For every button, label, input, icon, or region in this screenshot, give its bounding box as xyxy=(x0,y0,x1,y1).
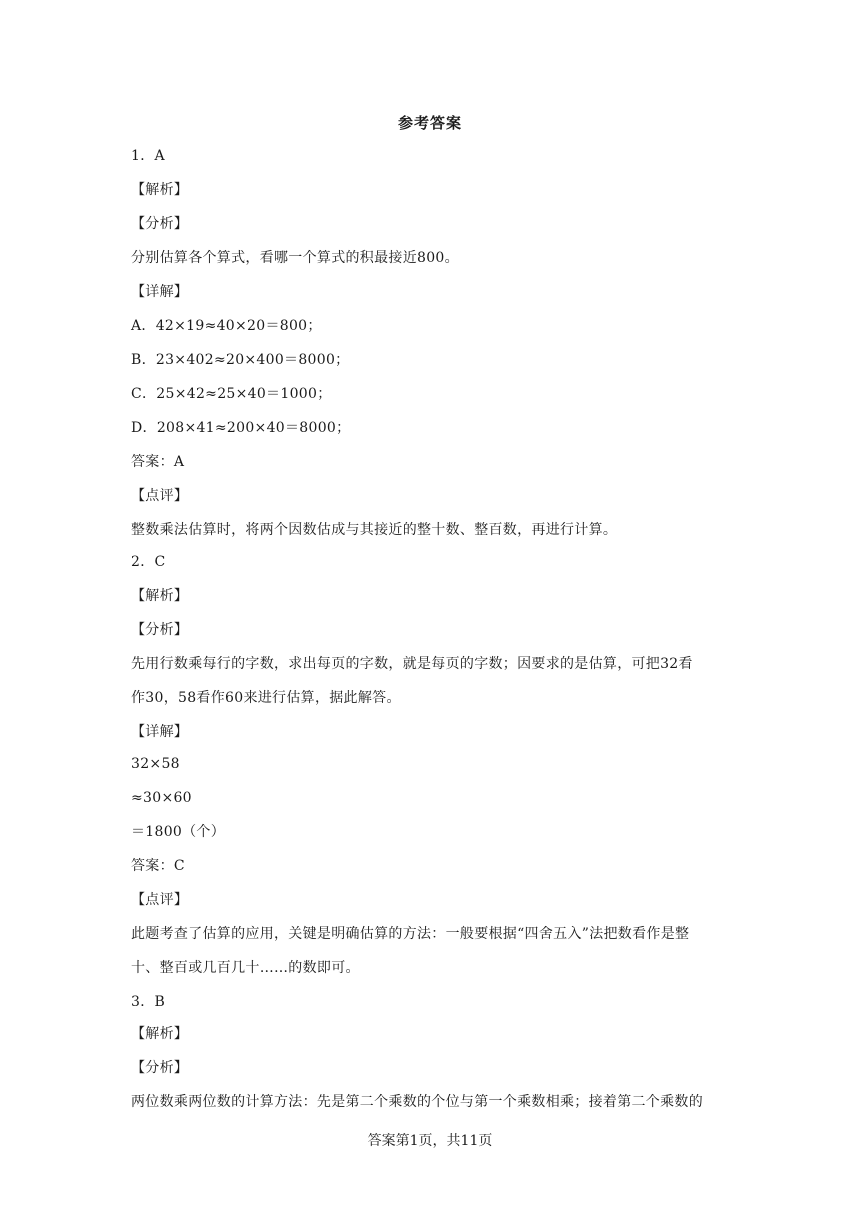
text-line-27: 【解析】 xyxy=(131,1026,189,1042)
text-line-22: 答案：C xyxy=(131,858,185,874)
page-title: 参考答案 xyxy=(397,114,462,132)
text-line-4: 分别估算各个算式，看哪一个算式的积最接近800。 xyxy=(131,250,459,266)
text-line-2: 【解析】 xyxy=(131,182,189,198)
text-line-24: 此题考查了估算的应用，关键是明确估算的方法：一般要根据“四舍五入”法把数看作是整 xyxy=(131,926,690,942)
text-line-20: ≈30×60 xyxy=(131,790,192,806)
text-line-13: 2．C xyxy=(131,554,166,570)
text-line-14: 【解析】 xyxy=(131,588,189,604)
text-line-5: 【详解】 xyxy=(131,284,189,300)
text-line-12: 整数乘法估算时，将两个因数估成与其接近的整十数、整百数，再进行计算。 xyxy=(131,522,618,538)
text-line-9: D．208×41≈200×40＝8000； xyxy=(131,420,351,436)
text-line-17: 作30，58看作60来进行估算，据此解答。 xyxy=(131,690,401,706)
text-line-16: 先用行数乘每行的字数，求出每页的字数，就是每页的字数；因要求的是估算，可把32看 xyxy=(131,656,693,672)
text-line-11: 【点评】 xyxy=(131,488,189,504)
text-line-25: 十、整百或几百几十……的数即可。 xyxy=(131,960,360,976)
text-line-29: 两位数乘两位数的计算方法：先是第二个乘数的个位与第一个乘数相乘；接着第二个乘数的 xyxy=(131,1094,703,1110)
text-line-28: 【分析】 xyxy=(131,1060,189,1076)
text-line-23: 【点评】 xyxy=(131,892,189,908)
text-line-8: C．25×42≈25×40＝1000； xyxy=(131,386,332,402)
text-line-26: 3．B xyxy=(131,994,166,1010)
text-line-15: 【分析】 xyxy=(131,622,189,638)
text-line-7: B．23×402≈20×400＝8000； xyxy=(131,352,350,368)
page-footer: 答案第1页，共11页 xyxy=(367,1133,493,1149)
text-line-3: 【分析】 xyxy=(131,216,189,232)
text-line-1: 1．A xyxy=(131,148,165,164)
text-line-21: ＝1800（个） xyxy=(131,824,226,840)
text-line-19: 32×58 xyxy=(131,756,180,772)
text-line-10: 答案：A xyxy=(131,454,185,470)
text-line-18: 【详解】 xyxy=(131,724,189,740)
text-line-6: A．42×19≈40×20＝800； xyxy=(131,318,322,334)
